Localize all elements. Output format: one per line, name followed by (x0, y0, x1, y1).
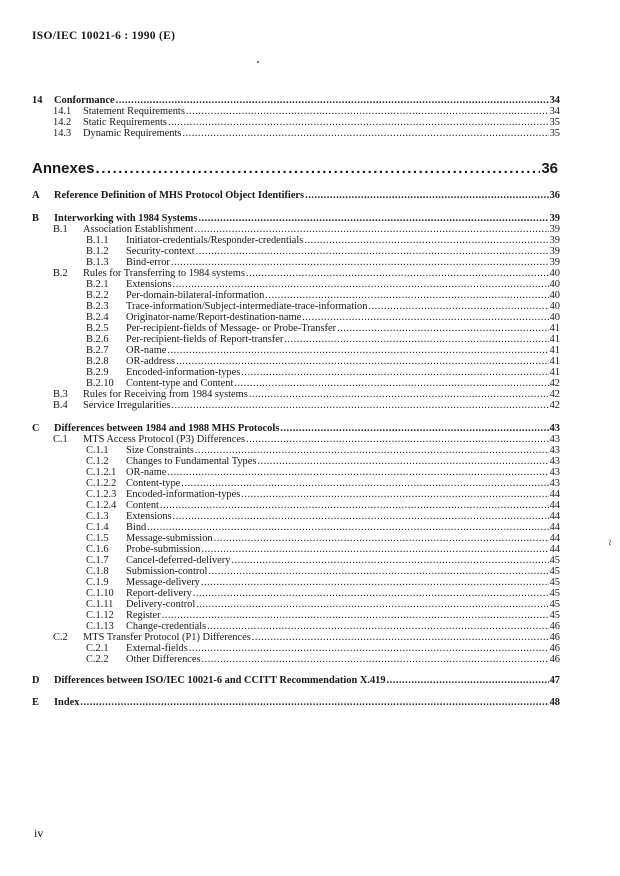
toc-entry-title: Static Requirements (83, 117, 167, 128)
toc-entry-page: 43 (549, 423, 560, 434)
toc-entry-page: 40 (549, 301, 560, 312)
toc-entry-title: External-fields (126, 643, 188, 654)
toc-entry-page: 45 (549, 588, 560, 599)
toc-entry[interactable] (86, 654, 560, 666)
toc-entry-number: B.1.2 (86, 246, 109, 257)
toc-entry-title: Service Irregularities (83, 400, 171, 411)
toc-entry-title: Encoded-information-types (126, 489, 241, 500)
toc-entry-title: OR-address (126, 356, 176, 367)
toc-entry-number: B.2.3 (86, 301, 109, 312)
toc-entry-page: 39 (549, 224, 560, 235)
toc-entry-page: 44 (549, 511, 560, 522)
toc-entry-number: C.1.2.2 (86, 478, 117, 489)
toc-entry-page: 48 (549, 697, 560, 708)
toc-entry-page: 43 (549, 434, 560, 445)
toc-entry-number: B.1 (53, 224, 68, 235)
toc-entry-title: Register (126, 610, 161, 621)
toc-entry-number: C.2.1 (86, 643, 109, 654)
toc-entry-title: Initiator-credentials/Responder-credentials (126, 235, 304, 246)
toc-entry-page: 40 (549, 312, 560, 323)
toc-entry-page: 46 (549, 654, 560, 665)
toc-entry-title: OR-name (126, 467, 167, 478)
toc-entry[interactable] (32, 190, 560, 202)
dot-leader (202, 654, 549, 666)
toc-entry-number: E (32, 697, 39, 708)
toc-entry-title: Change-credentials (126, 621, 207, 632)
toc-entry-number: C.1 (53, 434, 68, 445)
annexes-heading-page: 36 (541, 160, 558, 177)
toc-entry-page: 43 (549, 456, 560, 467)
toc-entry-title: Originator-name/Report-destination-name (126, 312, 302, 323)
toc-entry-title: Message-submission (126, 533, 213, 544)
toc-entry-title: Content-type and Content (126, 378, 234, 389)
toc-entry-number: C.1.6 (86, 544, 109, 555)
toc-entry-page: 41 (549, 367, 560, 378)
toc-entry-page: 41 (549, 356, 560, 367)
toc-entry-title: Bind-error (126, 257, 170, 268)
toc-entry-page: 40 (549, 279, 560, 290)
toc-entry-title: Association Establishment (83, 224, 194, 235)
toc-entry-number: B.2.8 (86, 356, 109, 367)
toc-entry-title: Dynamic Requirements (83, 128, 182, 139)
toc-entry-number: B.2.9 (86, 367, 109, 378)
toc-entry-number: 14.3 (53, 128, 72, 139)
toc-entry-page: 45 (549, 566, 560, 577)
annexes-heading[interactable] (32, 160, 558, 178)
toc-entry-page: 45 (549, 577, 560, 588)
toc-entry-title: Content (126, 500, 159, 511)
toc-entry-page: 44 (549, 533, 560, 544)
toc-entry-title: Interworking with 1984 Systems (54, 213, 198, 224)
toc-entry[interactable] (32, 675, 560, 687)
dot-leader (387, 675, 549, 687)
toc-entry-number: C.1.2.3 (86, 489, 117, 500)
toc-entry-title: Differences between ISO/IEC 10021-6 and CCITT Recommendation X.419 (54, 675, 386, 686)
dot-leader (171, 400, 548, 412)
toc-entry-title: Cancel-deferred-delivery (126, 555, 231, 566)
toc-entry-number: B.2.7 (86, 345, 109, 356)
toc-entry-page: 41 (549, 334, 560, 345)
toc-entry-number: A (32, 190, 40, 201)
toc-entry-page: 44 (549, 544, 560, 555)
page-number: iv (34, 826, 44, 840)
toc-entry-title: Probe-submission (126, 544, 201, 555)
toc-entry-number: C.1.2.4 (86, 500, 117, 511)
toc-entry-title: MTS Access Protocol (P3) Differences (83, 434, 245, 445)
toc-entry-page: 43 (549, 445, 560, 456)
toc-entry-page: 39 (549, 213, 560, 224)
toc-entry-number: C.1.3 (86, 511, 109, 522)
toc-entry-title: Report-delivery (126, 588, 192, 599)
toc-entry-number: C.1.5 (86, 533, 109, 544)
toc-entry-number: C.2.2 (86, 654, 109, 665)
toc-entry-number: C.1.2.1 (86, 467, 117, 478)
toc-entry-title: Rules for Receiving from 1984 systems (83, 389, 248, 400)
toc-entry-title: Trace-information/Subject-intermediate-trace-information (126, 301, 368, 312)
toc-entry-title: Per-recipient-fields of Message- or Probe-Transfer (126, 323, 337, 334)
toc-entry-page: 46 (549, 643, 560, 654)
toc-entry-page: 45 (549, 610, 560, 621)
toc-entry-page: 39 (549, 246, 560, 257)
toc-entry-page: 44 (549, 489, 560, 500)
toc-entry-title: Changes to Fundamental Types (126, 456, 257, 467)
toc-entry-page: 42 (549, 389, 560, 400)
toc-entry-number: D (32, 675, 40, 686)
toc-entry-page: 39 (549, 235, 560, 246)
running-header: ISO/IEC 10021-6 : 1990 (E) (32, 30, 176, 42)
toc-entry-number: B.2.1 (86, 279, 109, 290)
toc-entry-number: B.3 (53, 389, 68, 400)
toc-entry-number: 14.2 (53, 117, 72, 128)
toc-entry-page: 42 (549, 400, 560, 411)
toc-entry-number: 14.1 (53, 106, 72, 117)
dot-leader (96, 160, 541, 178)
dot-leader (182, 128, 548, 140)
toc-entry-number: B.2.2 (86, 290, 109, 301)
toc-entry-page: 46 (549, 621, 560, 632)
toc-entry-number: C.1.12 (86, 610, 114, 621)
toc-entry-page: 43 (549, 467, 560, 478)
toc-entry-page: 39 (549, 257, 560, 268)
toc-entry-page: 42 (549, 378, 560, 389)
toc-entry-number: C.1.7 (86, 555, 109, 566)
toc-entry[interactable] (53, 128, 560, 140)
toc-entry-number: B.2.5 (86, 323, 109, 334)
toc-entry-title: MTS Transfer Protocol (P1) Differences (83, 632, 251, 643)
dot-leader (80, 697, 548, 709)
toc-entry-page: 43 (549, 478, 560, 489)
toc-entry-number: C.1.2 (86, 456, 109, 467)
toc-entry-page: 34 (549, 95, 560, 106)
toc-entry-number: C (32, 423, 40, 434)
toc-entry-page: 44 (549, 522, 560, 533)
toc-entry-title: Content-type (126, 478, 181, 489)
toc-entry-number: C.1.1 (86, 445, 109, 456)
toc-entry-title: Per-domain-bilateral-information (126, 290, 265, 301)
toc-entry-number: B.2.10 (86, 378, 114, 389)
toc-entry-page: 45 (549, 555, 560, 566)
toc-entry-number: C.1.4 (86, 522, 109, 533)
toc-entry-page: 46 (549, 632, 560, 643)
toc-entry-number: B (32, 213, 39, 224)
toc-entry-page: 40 (549, 290, 560, 301)
toc-entry-page: 41 (549, 345, 560, 356)
toc-entry-title: Size Constraints (126, 445, 194, 456)
toc-entry-number: C.1.9 (86, 577, 109, 588)
toc-entry-number: C.1.10 (86, 588, 114, 599)
toc-entry-page: 45 (549, 599, 560, 610)
annexes-heading-label: Annexes (32, 160, 95, 177)
toc-entry-title: Submission-control (126, 566, 208, 577)
toc-entry-page: 34 (549, 106, 560, 117)
margin-mark: ~ (602, 539, 617, 546)
toc-entry-number: C.1.8 (86, 566, 109, 577)
toc-entry-title: Bind (126, 522, 147, 533)
toc-entry-number: C.1.13 (86, 621, 114, 632)
toc-entry-title: Security-context (126, 246, 195, 257)
toc-entry-number: B.2.6 (86, 334, 109, 345)
dot-leader (305, 190, 549, 202)
toc-entry[interactable] (53, 400, 560, 412)
toc-entry-title: Statement Requirements (83, 106, 185, 117)
toc-entry-title: Conformance (54, 95, 115, 106)
toc-entry-page: 41 (549, 323, 560, 334)
toc-entry-number: B.2 (53, 268, 68, 279)
stray-mark (257, 61, 259, 63)
toc-entry-number: B.1.3 (86, 257, 109, 268)
toc-entry-page: 44 (549, 500, 560, 511)
toc-entry-title: OR-name (126, 345, 167, 356)
toc-entry-page: 40 (549, 268, 560, 279)
toc-entry-number: B.1.1 (86, 235, 109, 246)
toc-entry-number: C.1.11 (86, 599, 114, 610)
toc-entry-number: C.2 (53, 632, 68, 643)
toc-entry-page: 35 (549, 117, 560, 128)
toc-entry-title: Message-delivery (126, 577, 200, 588)
toc-entry-page: 35 (549, 128, 560, 139)
toc-entry-title: Other Differences (126, 654, 201, 665)
toc-entry-number: B.2.4 (86, 312, 109, 323)
toc-entry-number: B.4 (53, 400, 68, 411)
toc-entry-title: Differences between 1984 and 1988 MHS Protocols (54, 423, 280, 434)
toc-entry[interactable] (32, 697, 560, 709)
toc-entry-title: Reference Definition of MHS Protocol Object Identifiers (54, 190, 305, 201)
toc-entry-title: Index (54, 697, 80, 708)
toc-entry-page: 47 (549, 675, 560, 686)
toc-entry-title: Rules for Transferring to 1984 systems (83, 268, 245, 279)
toc-entry-title: Extensions (126, 279, 172, 290)
toc-entry-title: Per-recipient-fields of Report-transfer (126, 334, 284, 345)
toc-entry-title: Encoded-information-types (126, 367, 241, 378)
toc-entry-number: 14 (32, 95, 43, 106)
toc-entry-title: Extensions (126, 511, 172, 522)
toc-entry-title: Delivery-control (126, 599, 196, 610)
toc-entry-page: 36 (549, 190, 560, 201)
